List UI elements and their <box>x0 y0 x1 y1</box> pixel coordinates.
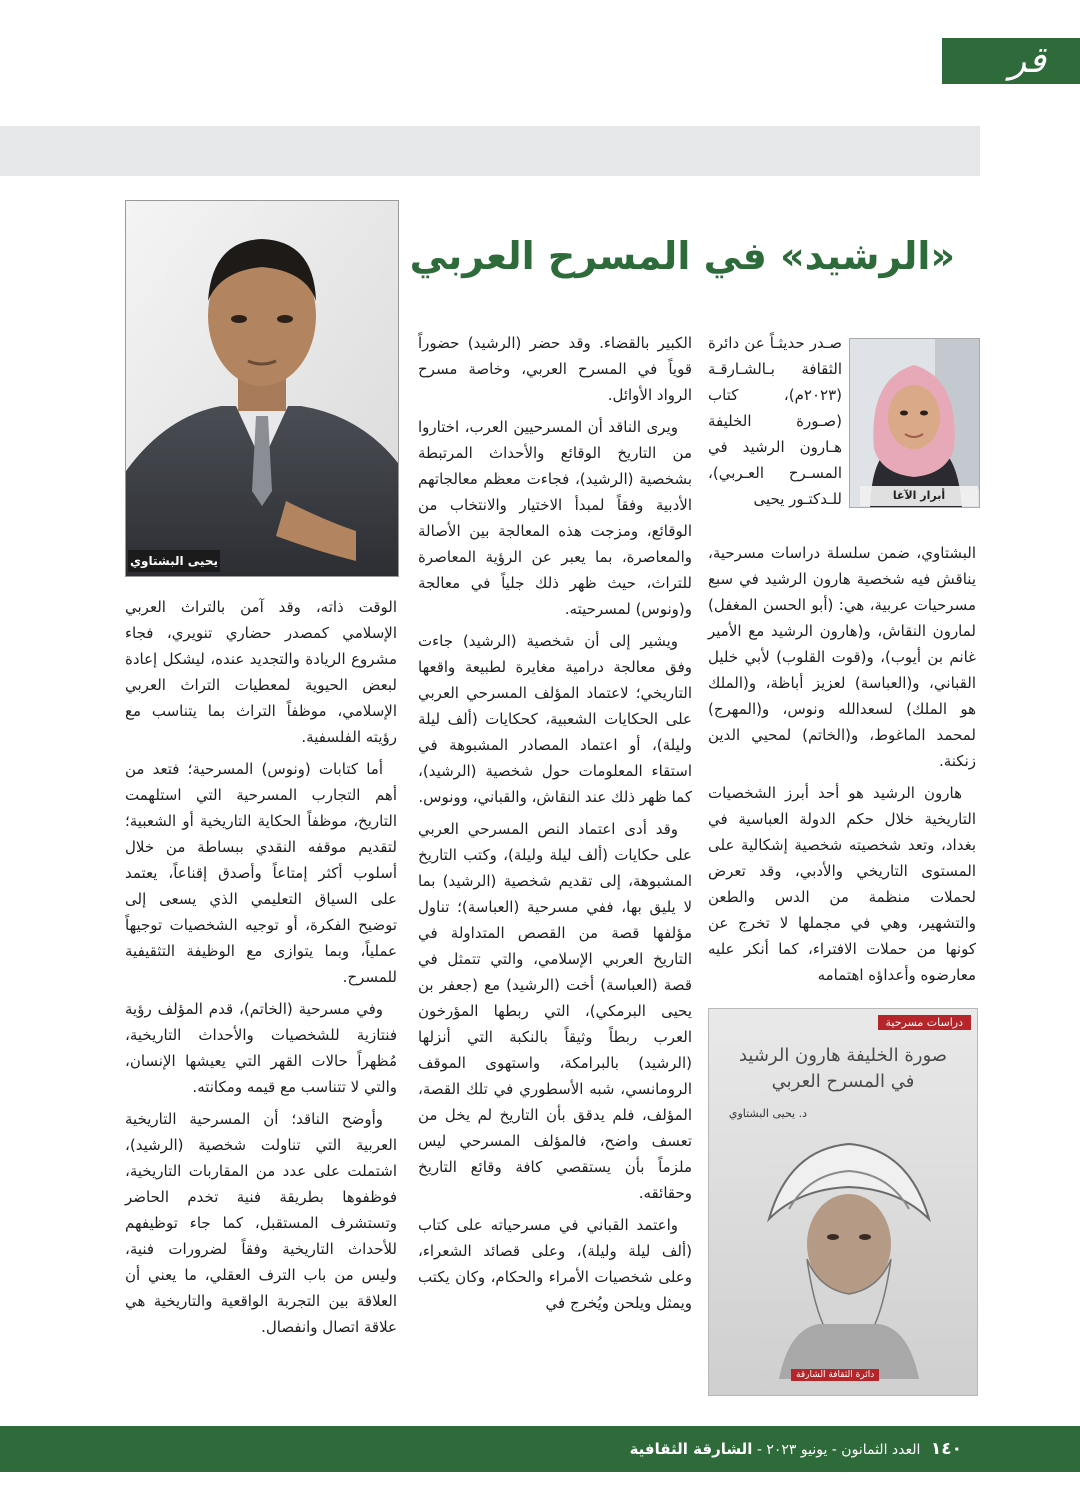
issue-info: العدد الثمانون - يونيو ٢٠٢٣ - <box>756 1442 921 1458</box>
paragraph: ويشير إلى أن شخصية (الرشيد) جاءت وفق معالجة درامية مغايرة لطبيعة واقعها التاريخي؛ لاعتماد المؤلف المسرحي العربي على الحكايات الشعبية، كحكايات (ألف ليلة وليلة)، أو اعتماد المصادر المشبوهة في استقاء المعلومات حول شخصية (الرشيد)، كما ظهر ذلك عند النقاش، والقباني، وونوس. <box>418 632 692 806</box>
page-number: ١٤٠ <box>930 1439 962 1459</box>
book-author: د. يحيى البشتاوي <box>728 1107 807 1120</box>
paragraph: هارون الرشيد هو أحد أبرز الشخصيات التاريخية خلال حكم الدولة العباسية في بغداد، وتعد شخصيته شخصية إشكالية على المستوى التاريخي والأدبي، وقد تعرض لحملات منظمة من الدس والطعن والتشهير، وهي في مجملها لا تخرج عن كونها من حملات الافتراء، كما أنكر عليه معارضوه وأعداؤه اهتمامه <box>708 784 976 984</box>
section-title <box>938 38 1046 84</box>
paragraph: وفي مسرحية (الخاتم)، قدم المؤلف رؤية فنتازية للشخصيات والأحداث التاريخية، مُظهراً حالات القهر التي يعيشها الإنسان، والتي لا تتناسب مع قيمه ومكانته. <box>125 1000 397 1096</box>
right-column-intro <box>708 330 842 518</box>
portrait-woman-icon <box>850 339 979 507</box>
book-title-line1: صورة الخليفة هارون الرشيد <box>738 1045 948 1066</box>
footer-text <box>629 1426 962 1472</box>
paragraph: وقد أدى اعتماد النص المسرحي العربي على حكايات (ألف ليلة وليلة)، وكتب التاريخ المشبوهة، إلى تقديم شخصية (الرشيد) بما لا يليق بها، ففي مسرحية (العباسة)؛ تناول مؤلفها قصة من القصص المتداولة في التاريخ العربي الإسلامي، والتي تتمثل في قصة (العباسة) أخت (الرشيد) مع (جعفر بن يحيى البرمكي)، التي ربطها المؤرخون العرب ربطاً وثيقاً بالنكبة التي أنزلها (الرشيد) بالبرامكة، واستهوى الموقف الرومانسي، شبه الأسطوري في تلك القصة، المؤلف، فلم يدقق بأن التاريخ لم يخل من تعسف واضح، فالمؤلف المسرحي ليس ملزماً بأن يستقصي كافة وقائع التاريخ وحقائقه. <box>418 820 692 1202</box>
article-title: «الرشيد» في المسرح العربي <box>409 234 955 278</box>
author-photo <box>849 338 980 508</box>
book-publisher-logo: دائرة الثقافة الشارقة <box>791 1369 879 1381</box>
left-column <box>125 594 397 1346</box>
paragraph: ويرى الناقد أن المسرحيين العرب، اختاروا من التاريخ الوقائع والأحداث المرتبطة بشخصية (الرشيد)، فجاءت معظم معالجاتهم الأدبية وفقاً لمبدأ الاختيار والانتخاب من الوقائع، ومزجت هذه المعالجة بين الأصالة والمعاصرة، بما يعبر عن الرؤية المعاصرة للتراث، حيث ظهر ذلك جلياً في معالجة و(ونوس) لمسرحيته. <box>418 418 692 618</box>
section-title-first: قر <box>1008 40 1046 81</box>
section-title-rest: اءات <box>938 40 1009 81</box>
magazine-brand: الشارقة الثقافية <box>629 1440 753 1458</box>
paragraph: صـدر حديثـاً عن دائرة الثقافة بـالشـارقـة (٢٠٢٣م)، كتاب (صـورة الخليفة هـارون الرشيد في المسـرح العـربي)، للـدكتـور يحيى <box>708 334 842 508</box>
paragraph: واعتمد القباني في مسرحياته على كتاب (ألف ليلة وليلة)، وعلى قصائد الشعراء، وعلى شخصيات الأمراء والحكام، وكان يكتب ويمثل ويلحن ويُخرج في <box>418 1216 692 1312</box>
book-title-line2: في المسرح العربي <box>771 1071 915 1092</box>
paragraph: الوقت ذاته، وقد آمن بالتراث العربي الإسلامي كمصدر حضاري تنويري، فجاء مشروع الريادة والتجديد عنده، ليشكل إعادة لبعض الحيوية لمعطيات التراث العربي الإسلامي، موظفاً التراث بما يتناسب مع رؤيته الفلسفية. <box>125 598 397 746</box>
middle-column <box>418 330 692 1322</box>
caliph-portrait-icon <box>749 1129 949 1379</box>
header-grey-band <box>0 126 980 176</box>
book-series-label: دراسات مسرحية <box>878 1015 971 1030</box>
subject-photo <box>125 200 399 577</box>
book-cover <box>708 1008 978 1396</box>
portrait-man-icon <box>126 201 398 576</box>
paragraph: أما كتابات (ونوس) المسرحية؛ فتعد من أهم التجارب المسرحية التي استلهمت التاريخ، موظفاً الحكاية التاريخية أو الشعبية؛ لتقديم موقفه النقدي ببساطة من خلال أسلوب أكثر إمتاعاً وأصدق إقناعاً، يعتمد على السياق التعليمي الذي يسعى إلى توضيح الفكرة، أو توجيه الشخصيات توجيهاً عملياً، وبما يتوازى مع الوظيفة التثقيفية للمسرح. <box>125 760 397 986</box>
paragraph: وأوضح الناقد؛ أن المسرحية التاريخية العربية التي تناولت شخصية (الرشيد)، اشتملت على عدد من المقاربات التاريخية، فوظفوها بطريقة فنية تخدم الحاضر وتستشرف المستقبل، كما جاء توظيفهم للأحداث التاريخية وفقاً لضرورات فنية، وليس من باب الترف العقلي، ما يعني أن العلاقة بين التجربة الواقعية والتاريخية هي علاقة اتصال وانفصال. <box>125 1110 397 1336</box>
right-column <box>708 540 976 994</box>
paragraph: الكبير بالقضاء. وقد حضر (الرشيد) حضوراً قوياً في المسرح العربي، وخاصة مسرح الرواد الأوائل. <box>418 334 692 404</box>
paragraph: البشتاوي، ضمن سلسلة دراسات مسرحية، يناقش فيه شخصية هارون الرشيد في سبع مسرحيات عربية، هي: (أبو الحسن المغفل) لمارون النقاش، و(هارون الرشيد مع الأمير غانم بن أيوب)، و(قوت القلوب) لأبي خليل القباني، و(العباسة) لعزيز أباظة، و(الملك هو الملك) لسعدالله ونوس، و(المهرج) لمحمد الماغوط، و(الخاتم) لمحيي الدين زنكنة. <box>708 544 976 770</box>
book-title <box>709 1043 977 1095</box>
subject-photo-caption: يحيى البشتاوي <box>128 550 220 572</box>
author-photo-caption: أبرار الآغا <box>860 486 978 506</box>
